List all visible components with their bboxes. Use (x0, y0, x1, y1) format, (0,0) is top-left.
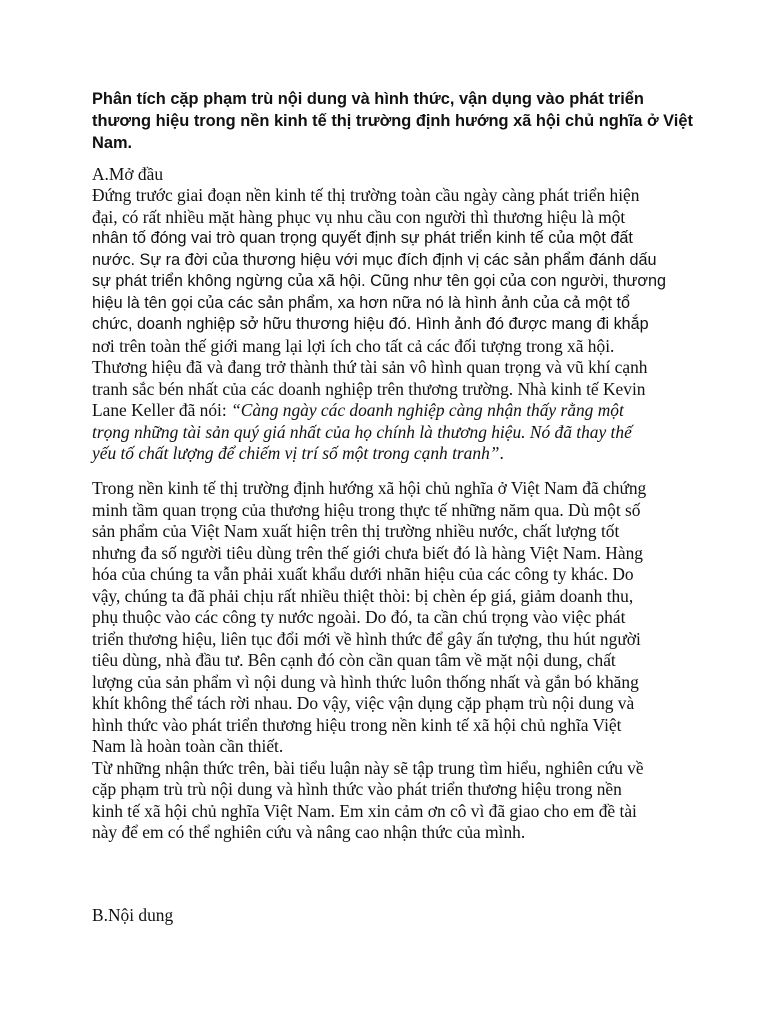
paragraph-line: nơi trên toàn thế giới mang lại lợi ích cho tất cả các đối tượng trong xã hội. (92, 335, 615, 356)
context-paragraph (92, 478, 692, 844)
paragraph-line: hóa của chúng ta vẫn phải xuất khẩu dưới nhãn hiệu của các công ty khác. Do (92, 564, 634, 584)
section-b-heading: B.Nội dung (92, 905, 174, 925)
paragraph-line: cặp phạm trù trù nội dung và hình thức vào phát triển thương hiệu trong nền (92, 779, 622, 799)
paragraph-line: tiêu dùng, nhà đầu tư. Bên cạnh đó còn cần quan tâm về mặt nội dung, chất (92, 650, 616, 670)
paragraph-line: lượng của sản phẩm vì nội dung và hình thức luôn thống nhất và gắn bó khăng (92, 671, 639, 692)
paragraph-line: tranh sắc bén nhất của các doanh nghiệp trên thương trường. Nhà kinh tế Kevin (92, 378, 646, 399)
paragraph-line: hiệu là tên gọi của các sản phẩm, xa hơn nữa nó là hình ảnh của cả một tổ (92, 293, 630, 312)
quote-attribution: Lane Keller đã nói: (92, 400, 232, 420)
paragraph-line: sản phẩm của Việt Nam xuất hiện trên thị trường nhiều nước, chất lượng tốt (92, 521, 620, 541)
paragraph-line: chức, doanh nghiệp sở hữu thương hiệu đó. Hình ảnh đó được mang đi khắp (92, 315, 649, 333)
paragraph-line: đại, có rất nhiều mặt hàng phục vụ nhu cầu con người thì thương hiệu là một (92, 206, 626, 227)
paragraph-line: Từ những nhận thức trên, bài tiểu luận này sẽ tập trung tìm hiểu, nghiên cứu về (92, 757, 644, 778)
paragraph-line: phụ thuộc vào các công ty nước ngoài. Do đó, ta cần chú trọng vào việc phát (92, 607, 626, 627)
paragraph-line: hình thức vào phát triển thương hiệu trong nền kinh tế xã hội chủ nghĩa Việt (92, 714, 622, 735)
intro-paragraph (92, 185, 692, 465)
paragraph-line (92, 443, 692, 465)
paragraph-line: vậy, chúng ta đã phải chịu rất nhiều thiệt thòi: bị chèn ép giá, giảm doanh thu, (92, 585, 634, 606)
section-a-heading: A.Mở đầu (92, 164, 164, 184)
paragraph-line: Thương hiệu đã và đang trở thành thứ tài sản vô hình quan trọng và vũ khí cạnh (92, 357, 648, 377)
title-line: Phân tích cặp phạm trù nội dung và hình thức, vận dụng vào phát triển (92, 90, 644, 108)
quote-end: . (499, 443, 504, 463)
title-line: thương hiệu trong nền kinh tế thị trường định hướng xã hội chủ nghĩa ở Việt (92, 112, 693, 130)
paragraph-line: minh tầm quan trọng của thương hiệu trong thực tế những năm qua. Dù một số (92, 499, 641, 520)
paragraph-line: này để em có thể nghiên cứu và nâng cao nhận thức của mình. (92, 822, 526, 842)
quote-text: “Càng ngày các doanh nghiệp càng nhận thấy rằng một (231, 400, 624, 420)
quote-text: yếu tố chất lượng để chiếm vị trí số một trong cạnh tranh” (92, 443, 500, 463)
paragraph-line (92, 400, 692, 422)
quote-line: trọng những tài sản quý giá nhất của họ chính là thương hiệu. Nó đã thay thế (92, 421, 632, 442)
paragraph-line: Nam là hoàn toàn cần thiết. (92, 736, 284, 756)
paragraph-line: Trong nền kinh tế thị trường định hướng xã hội chủ nghĩa ở Việt Nam đã chứng (92, 478, 647, 498)
document-title (92, 88, 692, 154)
paragraph-line: triển thương hiệu, liên tục đổi mới về hình thức để gây ấn tượng, thu hút người (92, 628, 641, 649)
paragraph-line: nhân tố đóng vai trò quan trọng quyết định sự phát triển kinh tế của một đất (92, 229, 633, 247)
paragraph-line: Đứng trước giai đoạn nền kinh tế thị trường toàn cầu ngày càng phát triển hiện (92, 185, 640, 205)
paragraph-line: sự phát triển không ngừng của xã hội. Cũng như tên gọi của con người, thương (92, 272, 666, 290)
paragraph-line: khít không thể tách rời nhau. Do vậy, việc vận dụng cặp phạm trù nội dung và (92, 693, 635, 713)
paragraph-line: nước. Sự ra đời của thương hiệu với mục đích định vị các sản phẩm đánh dấu (92, 250, 657, 269)
paragraph-line: nhưng đa số người tiêu dùng trên thế giới chưa biết đó là hàng Việt Nam. Hàng (92, 542, 643, 563)
paragraph-line: kinh tế xã hội chủ nghĩa Việt Nam. Em xin cảm ơn cô vì đã giao cho em đề tài (92, 800, 637, 821)
title-line: Nam. (92, 134, 133, 152)
